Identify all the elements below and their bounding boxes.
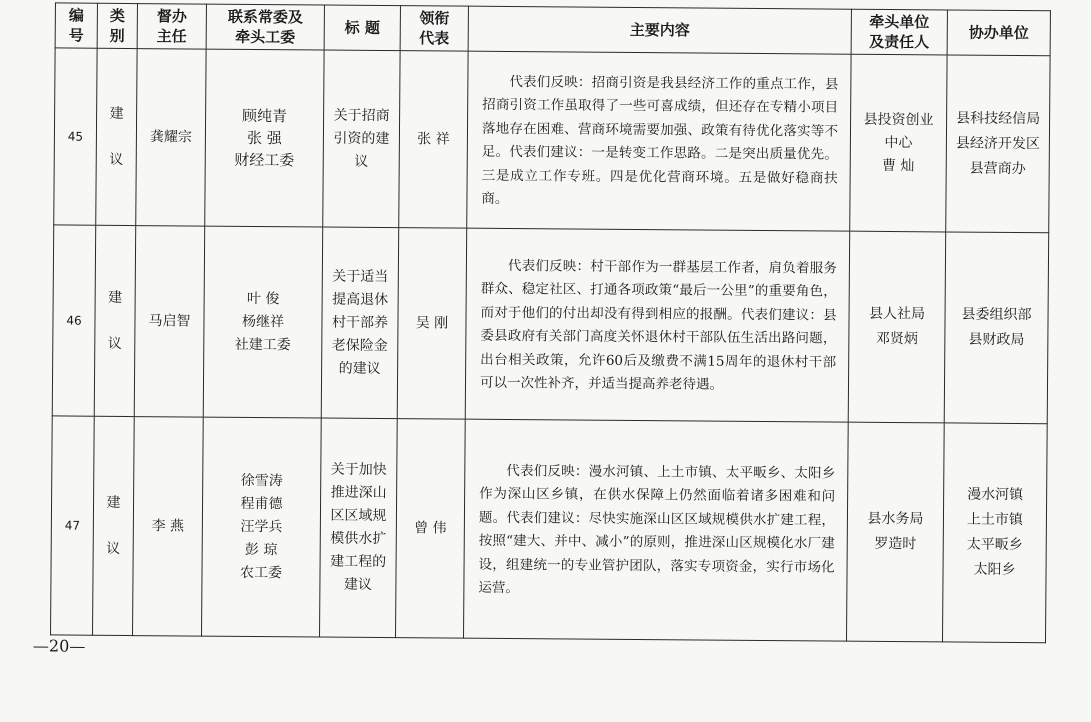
category-char: 议	[109, 151, 124, 168]
row-title: 关于招商引资的建议	[323, 50, 400, 228]
row-assist-unit	[946, 55, 1050, 233]
committee-line: 汪学兵	[240, 518, 283, 535]
committee-line: 社建工委	[234, 336, 291, 353]
committee-line: 程甫德	[240, 495, 283, 512]
assist-unit-line: 上土市镇	[966, 511, 1024, 529]
row-committee	[203, 226, 322, 418]
row-content: 代表们反映：招商引资是我县经济工作的重点工作，县招商引资工作虽取得了一些可喜成绩，但还存在专精小项目落地存在困难、营商环境需要加强、政策有待优化落实等不足。代表们建议：一是转变工作思路。二是突出质量优先。三是成立工作专班。四是优化营商环境。五是做好稳商扶商。	[467, 51, 851, 231]
table-row	[51, 416, 1048, 643]
row-assist-unit	[942, 423, 1047, 643]
committee-line: 彭 琼	[244, 541, 278, 558]
lead-unit-line: 县投资创业	[863, 111, 934, 128]
row-committee	[205, 49, 324, 227]
row-number: 46	[52, 225, 95, 416]
header-lead-unit: 牵头单位及责任人	[851, 9, 947, 55]
row-supervisor: 李 燕	[133, 417, 204, 637]
row-lead-unit	[850, 54, 947, 232]
category-char: 议	[107, 335, 122, 352]
header-lead-rep: 领衔代表	[400, 6, 468, 52]
table-row	[54, 48, 1050, 233]
committee-line: 杨继祥	[241, 313, 285, 330]
row-lead-unit	[846, 422, 944, 642]
row-title: 关于适当提高退休村干部养老保险金的建议	[321, 227, 398, 419]
lead-unit-line: 县人社局	[868, 305, 926, 323]
row-category	[96, 48, 137, 225]
row-assist-unit	[944, 232, 1048, 424]
row-number: 45	[54, 48, 97, 225]
row-committee	[202, 417, 322, 637]
proposal-table	[50, 2, 1051, 643]
row-supervisor: 龚耀宗	[136, 49, 206, 227]
committee-line: 顾纯青	[242, 106, 288, 126]
assist-unit-line: 太阳乡	[973, 561, 1016, 578]
header-content: 主要内容	[468, 6, 851, 54]
lead-unit-line: 县水务局	[867, 510, 924, 528]
committee-line: 农工委	[239, 564, 283, 581]
row-title: 关于加快推进深山区区域规模供水扩建工程的建议	[320, 418, 398, 638]
header-category: 类别	[97, 3, 137, 48]
row-content: 代表们反映：漫水河镇、上土市镇、太平畈乡、太阳乡作为深山区乡镇，在供水保障上仍然面临着诸多困难和问题。代表们建议：尽快实施深山区区域规模供水扩建工程，按照“建大、并中、减小”的原则，推进深山区规模化水厂建设，组建统一的专业管护团队，落实专项资金，实行市场化运营。	[464, 419, 849, 641]
row-number: 47	[51, 416, 95, 635]
header-committee: 联系常委及牵头工委	[206, 4, 324, 50]
category-char: 建	[109, 105, 124, 122]
row-lead-rep: 曾 伟	[396, 419, 466, 639]
assist-unit-line: 县科技经信局	[956, 110, 1041, 127]
row-category	[94, 225, 135, 416]
assist-unit-line: 太平畈乡	[966, 536, 1023, 554]
row-content: 代表们反映：村干部作为一群基层工作者，肩负着服务群众、稳定社区、打通各项政策“最后一公里”的重要角色，而对于他们的付出却没有得到相应的报酬。代表们建议：县委县政府有关部门高度关怀退休村干部队伍生活出路问题，出台相关政策，允许60后及缴费不满15周年的退休村干部可以一次性补齐，并适当提高养老待遇。	[465, 228, 849, 422]
row-supervisor: 马启智	[134, 226, 204, 418]
row-category	[93, 416, 135, 635]
category-char: 议	[106, 540, 121, 557]
table-row	[52, 225, 1048, 424]
assist-unit-line: 县财政局	[968, 331, 1025, 349]
lead-unit-line: 邓贤炳	[875, 330, 918, 348]
lead-unit-line: 中心	[884, 134, 913, 151]
header-assist-unit: 协办单位	[947, 10, 1050, 56]
category-char: 建	[106, 494, 121, 511]
assist-unit-line: 漫水河镇	[967, 486, 1024, 504]
category-char: 建	[108, 289, 123, 306]
assist-unit-line: 县经济开发区	[955, 135, 1040, 152]
row-lead-rep: 张 祥	[399, 51, 468, 229]
header-num: 编号	[55, 3, 97, 48]
assist-unit-line: 县营商办	[969, 160, 1026, 177]
lead-unit-line: 罗造时	[874, 535, 917, 553]
row-lead-rep: 吴 刚	[397, 228, 466, 420]
header-row	[55, 3, 1050, 56]
committee-line: 财经工委	[234, 150, 295, 170]
page-number: —20—	[32, 636, 86, 656]
committee-line: 张 强	[246, 128, 282, 148]
committee-line: 徐雪涛	[240, 472, 283, 489]
header-title: 标 题	[324, 5, 400, 51]
assist-unit-line: 县委组织部	[961, 306, 1032, 324]
row-lead-unit	[848, 231, 945, 423]
lead-unit-line: 曹 灿	[881, 157, 915, 174]
header-supervisor: 督办主任	[137, 4, 206, 50]
committee-line: 叶 俊	[246, 290, 280, 307]
